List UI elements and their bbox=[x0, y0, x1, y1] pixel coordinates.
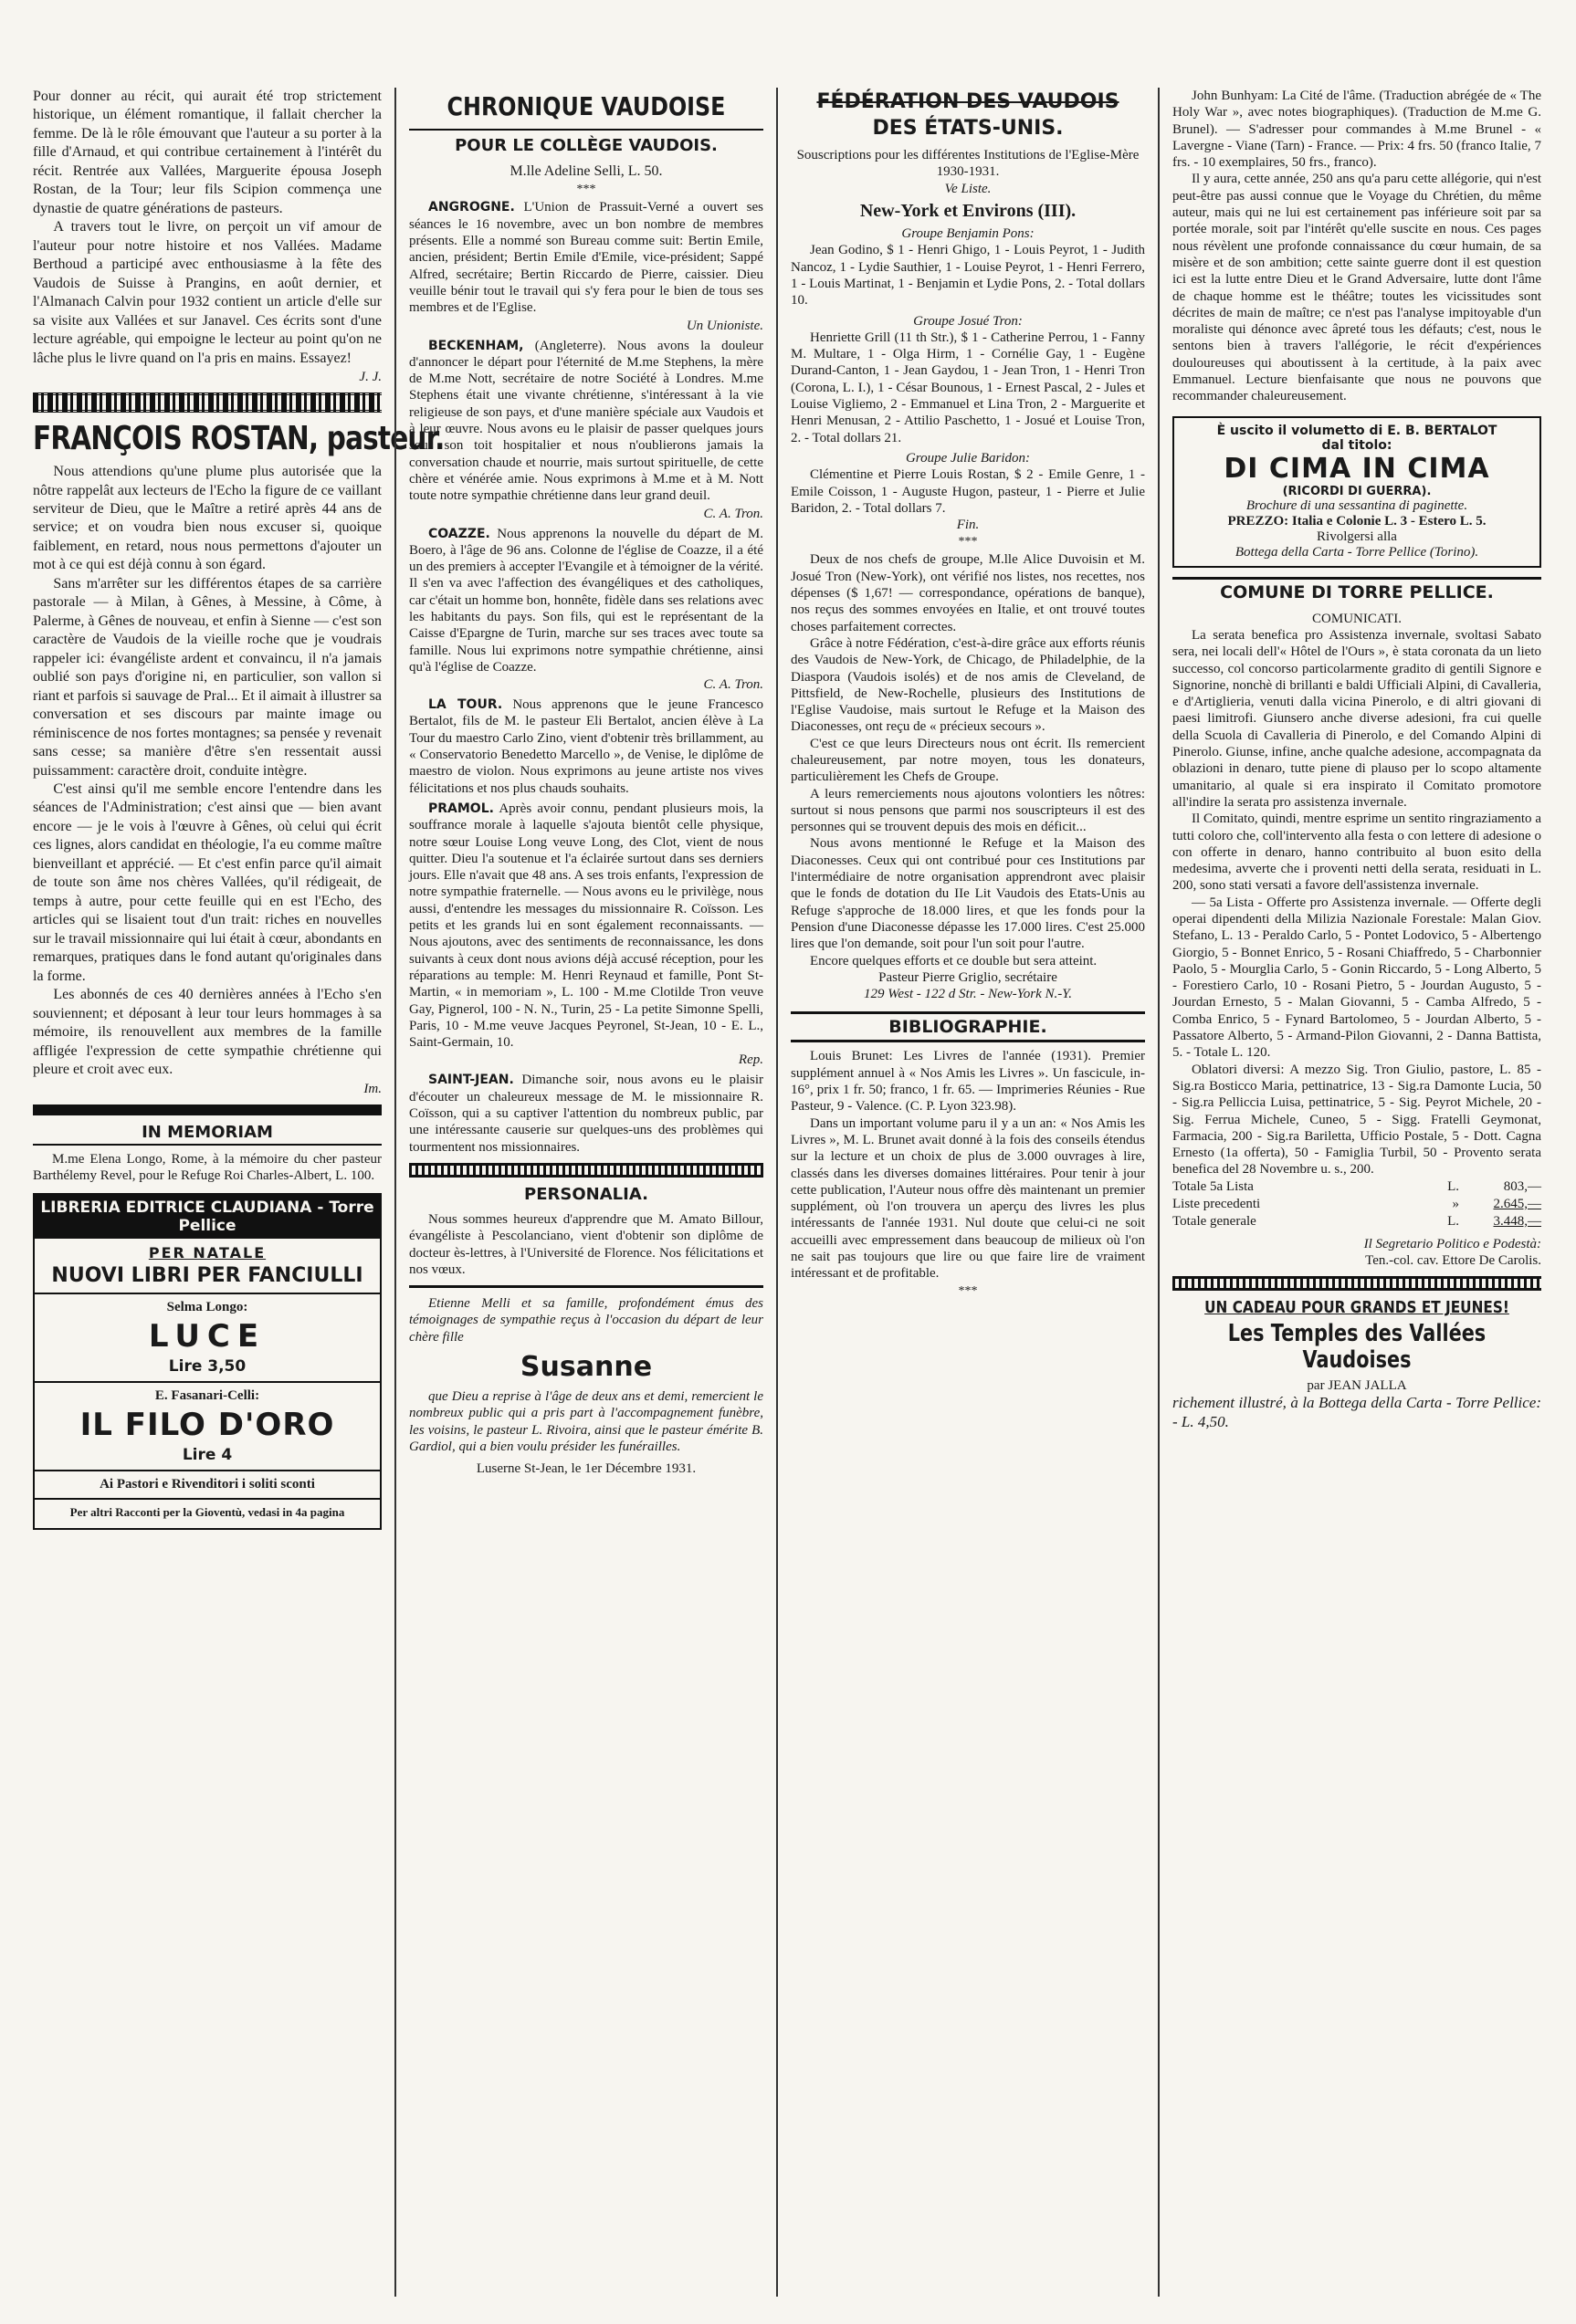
federation-sign-2: 129 West - 122 d Str. - New-York N.-Y. bbox=[864, 987, 1072, 1002]
end-stars: *** bbox=[958, 1283, 978, 1298]
ad-price-2: Lire 4 bbox=[182, 1446, 233, 1465]
susanne-text: que Dieu a reprise à l'âge de deux ans et demi, remercient le nombreux public qui a pris part à l'accompagnement funèbre, les voisins, le pasteur L. Rivoira, ainsi que le pasteur émérite B. Gardiol, qui a bien voulu présider les funérailles. bbox=[409, 1388, 763, 1454]
bertalot-line-4: Rivolgersi alla bbox=[1317, 529, 1397, 544]
deco-divider bbox=[1172, 1276, 1541, 1291]
federation-paragraph: C'est ce que leurs Directeurs nous ont écrit. Ils remercient chaleureusement, par notre moyen, tous les donateurs, particulièrement les Chefs de Groupe. bbox=[791, 736, 1145, 785]
comune-paragraph: Oblatori diversi: A mezzo Sig. Tron Giulio, pastore, L. 85 - Sig.ra Bosticco Maria, pettinatrice, 13 - Sig.ra Damonte Lucia, 50 - Sig.ra Pelliccia Luisa, pettinatrice, 5 - Sig. Peyrot Michele, 20 - Sig. Ferrua Michele, Cuneo, 5 - Sigg. Fratelli Geymonat, Farmacia, 200 - Sig.ra Bariletta, Ufficio Postale, 5 - Dott. Cagna Ernesto (1a offerta), 50 - Famiglia Turbil, 50 - Provento serata benefica del 28 Novembre u. s., 200. bbox=[1172, 1062, 1541, 1178]
temples-author: par JEAN JALLA bbox=[1307, 1377, 1407, 1393]
college-title: POUR LE COLLÈGE VAUDOIS. bbox=[409, 129, 763, 157]
ad-footer: Per altri Racconti per la Gioventù, vedasi in 4a pagina bbox=[69, 1505, 345, 1520]
chronique-items bbox=[409, 199, 763, 1155]
fin-label: Fin. bbox=[956, 518, 980, 533]
totals-label: Totale generale bbox=[1172, 1213, 1256, 1229]
federation-paragraph: A leurs remerciements nous ajoutons volontiers les nôtres: surtout si nous pensons que parmi nos souscripteurs il est des personnes qui se trouvent depuis des mois en déficit... bbox=[791, 786, 1145, 835]
memoriam-text: M.me Elena Longo, Rome, à la mémoire du cher pasteur Barthélemy Revel, pour le Refuge Roi Charles-Albert, L. 100. bbox=[33, 1151, 382, 1183]
bertalot-line-5: Bottega della Carta - Torre Pellice (Torino). bbox=[1235, 544, 1479, 560]
federation-paragraph: Grâce à notre Fédération, c'est-à-dire grâce aux efforts réunis des Vaudois de New-York, de Chicago, de Philadelphie, de la Diaspora (Vaudois isolés) et de nos amis de Cleveland, de Pittsfield, de New-Rochelle, plusieurs des Institutions de l'Eglise Vaudoise, mais surtout le Refuge et la Maison des Diaconesses, ont reçu de « précieux secours ». bbox=[791, 635, 1145, 735]
temples-title: Les Temples des Vallées Vaudoises bbox=[1227, 1320, 1487, 1374]
claudiana-ad bbox=[33, 1193, 382, 1530]
bunyan-paragraph: John Bunhyam: La Cité de l'âme. (Traduction abrégée de « The Holy War », avec notes biographiques). (Traduction de M.me G. Brunel). — S'adresser pour commandes à M.me Brunel - « Lavergne - Viane (Tarn) - France. — Prix: 4 frs. 50 (franco Italie, 7 frs. - 10 exemplaires, 50 frs., franco). bbox=[1172, 89, 1541, 171]
biblio-paragraph: Dans un important volume paru il y a un an: « Nos Amis les Livres », M. L. Brunet avait donné à la fois des conseils étendus sur la lecture et un choix de plus de 3.000 ouvrages à lire, classés dans les diverses domaines littéraires. Pour tenir à jour cette publication, l'Auteur nous offre dès maintenant un premier supplément, où l'on trouvera un aperçu des livres les plus intéressants de l'année 1931. Nul doute que celui-ci ne soit accueilli avec empressement dans beaucoup de milieux où l'on ne sait pas toujours que lire ou que faire lire de vraiment intéressant et de profitable. bbox=[791, 1115, 1145, 1282]
item-place: LA TOUR. bbox=[428, 697, 503, 713]
totals-currency: L. bbox=[1447, 1213, 1459, 1229]
newspaper-page bbox=[20, 88, 1554, 2297]
item-place: ANGROGNE. bbox=[428, 200, 515, 215]
totals-row bbox=[1172, 1213, 1541, 1230]
bertalot-line-2: dal titolo: bbox=[1321, 437, 1392, 453]
group-text: Henriette Grill (11 th Str.), $ 1 - Catherine Perrou, 1 - Fanny M. Multare, 1 - Olga Hirm, 1 - Cornélie Gay, 1 - Eugène Durand-Canton, 1 - Jean Gaydou, 1 - Jean Tron, 1 - Henri Tron (Corona, L. I.), 1 - César Bounous, 1 - Ernest Pascal, 2 - Jules et Louise Vigliemo, 2 - Emmanuel et Lina Tron, 2 - Marguerite et Henri Menusan, 2 - Attilio Paschetto, 1 - Josué et Louise Tron, 2. - Total dollars 21. bbox=[791, 330, 1145, 445]
black-divider bbox=[409, 1285, 763, 1288]
totals-amount: 803,— bbox=[1503, 1178, 1541, 1194]
federation-title bbox=[791, 89, 1145, 141]
federation-title-line-1: FÉDÉRATION DES VAUDOIS bbox=[816, 90, 1119, 113]
federation-sign-1: Pasteur Pierre Griglio, secrétaire bbox=[878, 969, 1057, 985]
ornament-divider bbox=[33, 393, 382, 413]
ad-headline: NUOVI LIBRI PER FANCIULLI bbox=[51, 1264, 363, 1288]
column-1 bbox=[20, 88, 445, 2297]
bertalot-line-3: Brochure di una sessantina di paginette. bbox=[1245, 497, 1468, 513]
group-name: Groupe Josué Tron: bbox=[913, 313, 1023, 329]
memoriam-title: IN MEMORIAM bbox=[33, 1123, 382, 1146]
ad-discount: Ai Pastori e Rivenditori i soliti sconti bbox=[100, 1477, 315, 1492]
comunicati-label: COMUNICATI. bbox=[1312, 611, 1402, 626]
item-angrogne bbox=[409, 199, 763, 316]
column-4 bbox=[1158, 88, 1554, 2297]
susanne-sign: Luserne St-Jean, le 1er Décembre 1931. bbox=[476, 1461, 697, 1477]
temples-text: richement illustré, à la Bottega della Carta - Torre Pellice: - L. 4,50. bbox=[1172, 1393, 1541, 1430]
item-text: Nous apprenons la nouvelle du départ de M. Boero, à l'âge de 96 ans. Colonne de l'église de Coazze, il a été un des premiers à accepter l'Evangile et à témoigner de la vérité. Il s'en va avec l'affection des évangéliques et des catholiques, car c'était un homme bon, honnête, fidèle dans ses relations avec les habitants du pays. Son fils, qui est le représentant de la Caisse d'Epargne de Turin, marche sur ses traces avec toute sa famille. Nous lui exprimons notre sympathie chrétienne, ainsi qu'à l'église de Coazze. bbox=[409, 526, 763, 675]
totals-label: Liste precedenti bbox=[1172, 1196, 1261, 1211]
rostan-title: FRANÇOIS ROSTAN, pasteur. bbox=[33, 420, 445, 458]
intro-paragraph-1: Pour donner au récit, qui aurait été trop strictement historique, un élément romantique, il fallait chercher la femme. De là le rôle émouvant que l'auteur a su porter à la fille d'Arnaud, et qui contribue certainement à l'intérêt du récit. Rentrée aux Vallées, Marguerite épousa Joseph Rostan, de la Tour; leur fils Scipion commença une dynastie de quatre générations de pasteurs. bbox=[33, 89, 382, 216]
bertalot-subtitle: (RICORDI DI GUERRA). bbox=[1282, 484, 1432, 498]
item-beckenham bbox=[409, 338, 763, 505]
totals-row bbox=[1172, 1178, 1541, 1196]
item-place: COAZZE. bbox=[428, 526, 490, 541]
federation-liste: Ve Liste. bbox=[944, 181, 992, 196]
intro-signature: J. J. bbox=[359, 370, 382, 385]
susanne-name: Susanne bbox=[520, 1350, 653, 1383]
stars-separator: *** bbox=[958, 535, 978, 550]
group-text: Clémentine et Pierre Louis Rostan, $ 2 - Emile Genre, 1 - Emile Coisson, 1 - Auguste Hugon, pasteur, 1 - Pierre et Julie Baridon, 2. - Total dollars 7. bbox=[791, 467, 1145, 516]
ad-price-1: Lire 3,50 bbox=[168, 1357, 247, 1377]
comune-title: COMUNE DI TORRE PELLICE. bbox=[1172, 577, 1541, 605]
biblio-body bbox=[791, 1048, 1145, 1282]
totals-amount: 2.645,— bbox=[1493, 1196, 1541, 1211]
item-text: Après avoir connu, pendant plusieurs mois, la souffrance morale à laquelle s'ajouta bientôt celle physique, notre sœur Louise Long veuve Long, des Clot, vient de nous quitter. Dieu l'a soutenue et l'a éclairée surtout dans ses derniers jours. Elle n'avait que 48 ans. A ses trois enfants, l'expression de notre sympathie fraternelle. — Nous avons eu le privilège, nous aussi, d'entendre les messages du missionnaire R. Coïsson. Les petits et les grands lui en sont également reconnaissants. — Nous ajoutons, avec des sentiments de reconnaissance, les dons suivants à ceux dont nous avions déjà accusé réception, pour les réparations au temple: M. Henri Reynaud et famille, Pont St-Martin, « in memoriam », L. 100 - M.me Clotilde Tron veuve Gay, Pignerol, 100 - N. N., Turin, 25 - La petite Simonne Spelli, Paris, 10 - M.me veuve Jacques Peyronel, St-Jean, 10 - E. L., Saint-Germain, 10. bbox=[409, 801, 763, 1051]
federation-paragraph: Encore quelques efforts et ce double but sera atteint. bbox=[810, 953, 1098, 968]
intro-paragraph-2: A travers tout le livre, on perçoit un vif amour de l'auteur pour notre histoire et nos Vallées. Madame Berthoud a participé avec enthousiasme à la fête des Vaudois de Suisse à Prangins, en août dernier, et l'Almanach Calvin pour 1932 contient un article d'elle sur sa visite aux Vallées et sur Janavel. Ces écrits sont d'une lecture agréable, qui empoigne le lecteur au point qu'on ne lâche plus le livre quand on l'a pris en mains. Essayez! bbox=[33, 219, 382, 366]
groups bbox=[791, 225, 1145, 1002]
group-text: Jean Godino, $ 1 - Henri Ghigo, 1 - Louis Peyrot, 1 - Judith Nancoz, 1 - Lydie Sauthier, 1 - Louise Peyrot, 1 - Henri Ferrero, 1 - Louis Martinat, 1 - Benjamin et Lydie Pons, 2. - Total dollars 10. bbox=[791, 243, 1145, 309]
comune-body bbox=[1172, 627, 1541, 1178]
group-name: Groupe Benjamin Pons: bbox=[901, 226, 1035, 242]
item-pramol bbox=[409, 801, 763, 1051]
ad-author-1: Selma Longo: bbox=[166, 1300, 248, 1315]
biblio-title: BIBLIOGRAPHIE. bbox=[791, 1011, 1145, 1042]
item-place: BECKENHAM, bbox=[428, 338, 524, 353]
college-line: M.lle Adeline Selli, L. 50. bbox=[510, 163, 663, 179]
totals-currency: » bbox=[1452, 1196, 1459, 1211]
biblio-paragraph: Louis Brunet: Les Livres de l'année (1931). Premier supplément annuel à « Nos Amis les Livres ». Un fascicule, in-16°, prix 1 fr. 50; franco, 1 fr. 65. — Imprimeries Réunies - Rue Pasteur, 9 - Valence. (C. P. Lyon 323.98). bbox=[791, 1049, 1145, 1115]
totals-label: Totale 5a Lista bbox=[1172, 1178, 1254, 1194]
ad-title-1: LUCE bbox=[148, 1318, 267, 1356]
deco-divider bbox=[409, 1163, 763, 1178]
bertalot-ad bbox=[1172, 416, 1541, 568]
item-text: Nous apprenons que le jeune Francesco Bertalot, fils de M. le pasteur Eli Bertalot, ancien élève à La Tour du maestro Carlo Zino, vient d'obtenir très brillamment, au « Conservatorio Benedetto Marcello », de Venise, le diplôme de maestro de violon. Nous exprimons au jeune artiste nos vives félicitations et nos plus chauds souhaits. bbox=[409, 697, 764, 796]
melli-text: Etienne Melli et sa famille, profondément émus des témoignages de sympathie reçus à l'occasion du départ de leur chère fille bbox=[409, 1296, 763, 1345]
federation-paragraph: Deux de nos chefs de groupe, M.lle Alice Duvoisin et M. Josué Tron (New-York), ont vérifié nos listes, nos recettes, nos dépenses ($ 1,67! — correspondance, opérations de banque), nos reçus des sommes envoyées en Italie, et ont trouvé toutes choses parfaitement correctes. bbox=[791, 552, 1145, 634]
item-la-tour bbox=[409, 696, 763, 797]
item-text: (Angleterre). Nous avons la douleur d'annoncer le départ pour l'éternité de M.me Stephens, la mère de M.me Nott, secrétaire de notre Société à Londres. M.me Stephens était une vivante chrétienne, s'intéressant à la vie religieuse de son pays, et d'une manière spéciale aux Vaudois et à leur œuvre. Nous avons eu le plaisir de passer quelques jours sous son toit hospitalier et nous n'oublierons jamais la conversation chaude et nourrie, mais surtout spirituelle, de cette chère et vénérée amie. Nous exprimons à M.me et à M. Nott toute notre sympathie chrétienne dans leur grand deuil. bbox=[409, 338, 764, 504]
column-3 bbox=[776, 88, 1158, 2297]
rostan-paragraph-2: Sans m'arrêter sur les différentos étapes de sa carrière pastorale — à Milan, à Gênes, à Messine, à Côme, à Palerme, à Gênes de nouveau, et enfin à Sienne — c'est son caractère de Vaudois de la vieille roche que je voudrais rappeler ici: évangéliste ardent et convaincu, il n'a jamais oublié son pays d'origine ni, en particulier, son vallon si riant et parfois si sauvage de Pral... Et il aimait à illustrer sa conversation et ses discours par mainte image ou réminiscence de nos fortes montagnes; sa pensée y revenait sans cesse; sa manière d'être s'en ressentait aussi puissamment: caractère droit, conduite intègre. bbox=[33, 575, 382, 779]
item-sign: Rep. bbox=[738, 1052, 763, 1068]
federation-paragraph: Nous avons mentionné le Refuge et la Maison des Diaconesses. Ceux qui ont contribué pour ces Institutions par l'intermédiaire de notre organisation apprendront avec plaisir que le fonds de dotation du IIe Lit Vaudois des Etats-Unis au Refuge s'approche de 18.000 lires, et que les fonds pour la Pension d'une Diaconesse dépasse les 17.000 lires. C'est 25.000 lires que l'on demande, soit pour l'un soit pour l'autre. bbox=[791, 836, 1145, 952]
bertalot-price: PREZZO: Italia e Colonie L. 3 - Estero L. 5. bbox=[1227, 513, 1487, 529]
stars-separator: *** bbox=[576, 183, 596, 197]
chronique-title: CHRONIQUE VAUDOISE bbox=[447, 91, 726, 121]
totals-amount: 3.448,— bbox=[1493, 1213, 1541, 1229]
segretario-name: Ten.-col. cav. Ettore De Carolis. bbox=[1365, 1253, 1541, 1269]
item-text: L'Union de Prassuit-Verné a ouvert ses séances le 16 novembre, avec un bon nombre de membres présents. Elle a nommé son Bureau comme suit: Bertin Emile, ancien, président; Bertin Emile d'Emile, vice-président; Sappé Alfred, secrétaire; Bertin Riccardo de Pierre, caissier. Dieu veuille bénir tout le travail qui s'y fera pour le bien de tous ses membres et de l'Eglise. bbox=[409, 200, 763, 316]
item-saint-jean bbox=[409, 1072, 763, 1155]
item-place: PRAMOL. bbox=[428, 801, 494, 816]
comune-paragraph: — 5a Lista - Offerte pro Assistenza invernale. — Offerte degli operai dipendenti della Milizia Nazionale Forestale: Malan Giov. Stefano, L. 13 - Peraldo Carlo, 5 - Pontet Lodovico, 5 - Albertengo Giorgio, 5 - Bonnet Enrico, 5 - Rosani Chiaffredo, 5 - Charbonnier Paolo, 5 - Mourglia Carlo, 5 - Gonin Riccardo, 5 - Long Alberto, 5 - Forestiero Carlo, 10 - Rosani Pietro, 5 - Jourdan Augusto, 5 - Jourdan Ernesto, 5 - Malan Giovanni, 5 - Camba Alfredo, 5 - Comba Enrico, 5 - Fynard Bartolomeo, 5 - Jourdan Alberto, 5 - Passatore Alberto, 5 - Armand-Pilon Giovanni, 2 - Danna Battista, 5. - Totale L. 120. bbox=[1172, 895, 1541, 1061]
bunyan-paragraph: Il y aura, cette année, 250 ans qu'a paru cette allégorie, qui n'est peut-être pas aussi connue que le Voyage du Chrétien, du même auteur, mais qui ne lui est certainement pas inférieure soit par sa portée morale, soit par l'intérêt qu'elle suscite en nous. Ces pages nous révèlent une profonde connaissance du cœur humain, de sa misère et de son ambition; cette sainte guerre dont il est question ici est la lutte entre Dieu et le Grand Adversaire, lutte dont l'âme de chaque homme est le théâtre; toutes les vicissitudes sont décrites de main de maître; ce n'est pas l'analyse impitoyable d'un moraliste qui dénonce avec âpreté tous les défauts; c'est, nous le sentons bien à travers l'allégorie, le récit d'expériences douloureuses qui aboutissent à la certitude, à la paix avec Emmanuel. Lecture bienfaisante que nous ne pouvons que recommander chaleureusement. bbox=[1172, 172, 1541, 404]
ad-strip: LIBRERIA EDITRICE CLAUDIANA - Torre Pellice bbox=[35, 1195, 380, 1239]
federation-intro: Souscriptions pour les différentes Institutions de l'Eglise-Mère 1930-1931. bbox=[796, 148, 1140, 180]
item-text: Dimanche soir, nous avons eu le plaisir d'écouter un chaleureux message de M. le missionnaire R. Coïsson, qui a su captiver l'attention du nombreux public, par une intéressante causerie sur quelques-uns des problèmes qui tourmentent nos missionnaires. bbox=[409, 1073, 763, 1155]
totals-table bbox=[1172, 1178, 1541, 1230]
item-coazze bbox=[409, 526, 763, 676]
item-sign: C. A. Tron. bbox=[703, 506, 763, 521]
comune-paragraph: Il Comitato, quindi, mentre esprime un sentito ringraziamento a tutti coloro che, coll'intervento alla festa o con lettere di adesione o con offerte in denaro, hanno contribuito al buon esito della medesima, avverte che i proventi netti della serata, residuati in L. 200, sono stati versati a favore dell'assistenza invernale. bbox=[1172, 811, 1541, 894]
bertalot-title: DI CIMA IN CIMA bbox=[1224, 452, 1490, 485]
item-sign: Un Unioniste. bbox=[686, 318, 763, 333]
black-divider bbox=[33, 1104, 382, 1115]
totals-currency: L. bbox=[1447, 1178, 1459, 1194]
ny-title: New-York et Environs (III). bbox=[859, 201, 1077, 222]
column-2 bbox=[394, 88, 776, 2297]
rostan-paragraph-1: Nous attendions qu'une plume plus autorisée que la nôtre rappelât aux lecteurs de l'Echo la figure de ce vaillant serviteur de Dieu, que le Maître a retiré après 44 ans de service; et on voudra bien nous excuser si, quoique faiblement, en retard, nous nous permettons d'ajouter un mot à ce qui est déjà connu à son égard. bbox=[33, 464, 382, 573]
personalia-text: Nous sommes heureux d'apprendre que M. Amato Billour, évangéliste à Pescolanciano, vient d'obtenir son diplôme de docteur ès-lettres, à l'Université de Florence. Nos félicitations et nos vœux. bbox=[409, 1211, 763, 1277]
segretario-label: Il Segretario Politico e Podestà: bbox=[1363, 1236, 1541, 1251]
rostan-signature: Im. bbox=[363, 1081, 382, 1096]
cadeau-title: UN CADEAU POUR GRANDS ET JEUNES! bbox=[1204, 1298, 1509, 1318]
bertalot-line-1: È uscito il volumetto di E. B. BERTALOT bbox=[1216, 423, 1497, 438]
federation-title-line-2: DES ÉTATS-UNIS. bbox=[872, 116, 1064, 140]
ad-per-natale: PER NATALE bbox=[148, 1244, 267, 1262]
rostan-paragraph-3: C'est ainsi qu'il me semble encore l'entendre dans les séances de l'Administration; c'est ainsi que — bien avant encore — je le vois à l'œuvre à Gênes, où celui qui écrit ces lignes, alors candidat en théologie, l'a eu comme maître bienveillant et apprécié. — Et c'est enfin parce qu'il aimait de toute son âme nos chères Vallées, qu'il rédigeait, de temps à autre, pour cette feuille qui en est l'Echo, des articles qui se lisaient tout d'un trait: riches en nouvelles sur le travail missionnaire qui lui était à cœur, abondants en remarques, pratiques dans le fond autant qu'originales dans la forme. bbox=[33, 781, 382, 984]
group-name: Groupe Julie Baridon: bbox=[905, 450, 1031, 466]
bunyan-review bbox=[1172, 88, 1541, 405]
rostan-paragraph-4: Les abonnés de ces 40 dernières années à l'Echo s'en souviennent; et déposant à leur tour leurs hommages à sa mémoire, ils renouvellent aux membres de la famille affligée l'expression de cette sympathie chrétienne qui pleure et croit avec eux. bbox=[33, 987, 382, 1078]
item-sign: C. A. Tron. bbox=[703, 677, 763, 693]
totals-row bbox=[1172, 1196, 1541, 1213]
ad-author-2: E. Fasanari-Celli: bbox=[154, 1388, 260, 1404]
item-place: SAINT-JEAN. bbox=[428, 1073, 514, 1088]
personalia-title: PERSONALIA. bbox=[524, 1184, 648, 1204]
comune-paragraph: La serata benefica pro Assistenza invernale, svoltasi Sabato sera, nei locali dell'« Hôtel de l'Ours », è stata coronata da un lieto successo, col concorso particolarmente gradito di gentili Signore e Signorine, nonchè di brillanti e baldi Ufficiali Alpini, di Cavalleria, e d'Artiglieria, venuti dalla vicina Pinerolo, e di altri giovani di paesi limitrofi. Giunsero anche diverse adesioni, fra cui quelle della Scuola di Cavalleria di Pinerolo, e del Comando Alpini di Pinerolo. Giunse, infine, anche qualche adesione, accompagnata da oblazioni in denaro, tutte piene di plauso per lo scopo altamente umanitario, al quale si era inspirato il Comitato promotore all'indire la serata pro assistenza invernale. bbox=[1172, 627, 1541, 810]
ad-title-2: IL FILO D'ORO bbox=[79, 1407, 335, 1444]
